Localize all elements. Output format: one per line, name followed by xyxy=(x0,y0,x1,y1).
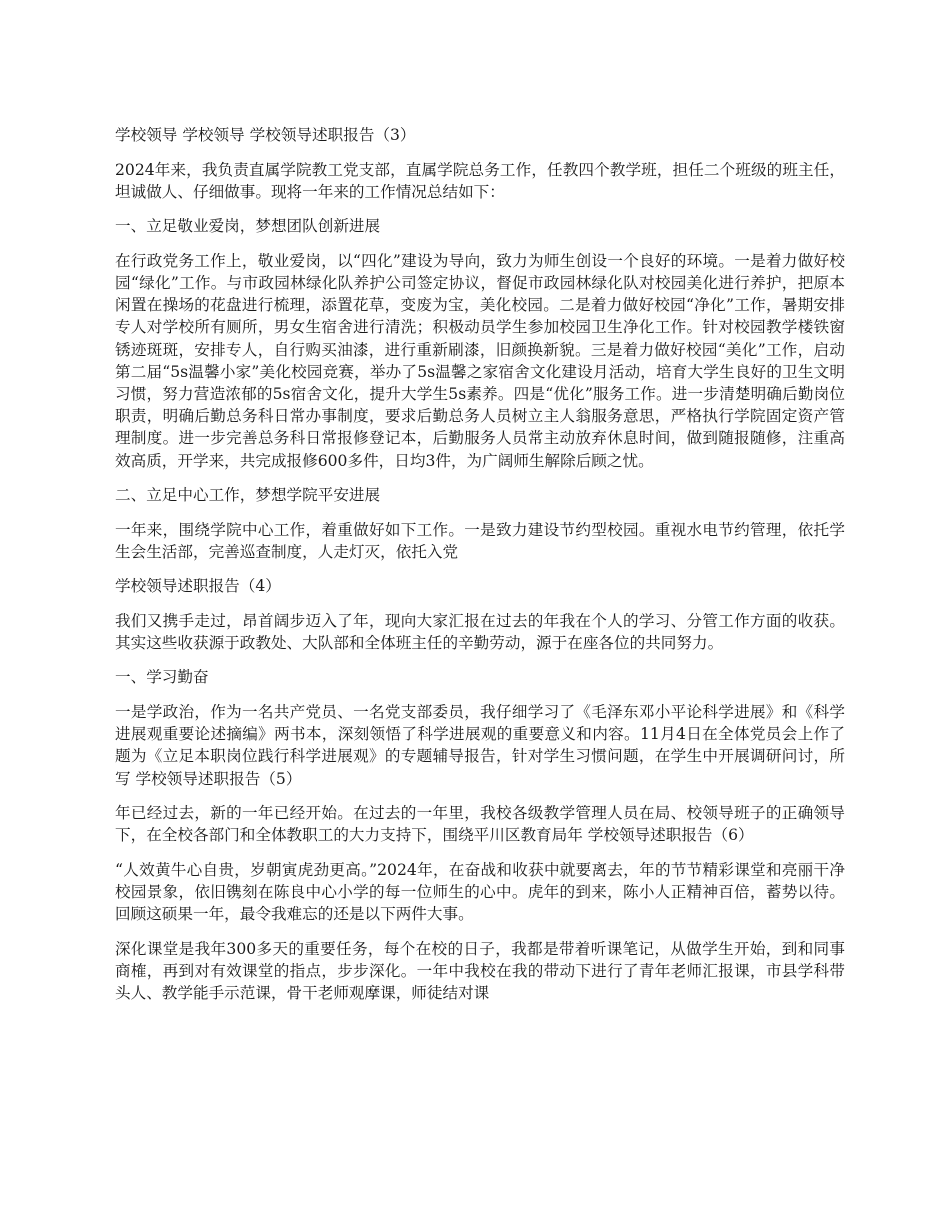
intro-paragraph: 2024年来，我负责直属学院教工党支部，直属学院总务工作，任教四个教学班，担任二个班级的班主任，坦诚做人、仔细做事。现将一年来的工作情况总结如下： xyxy=(115,160,845,201)
body-paragraph: 年已经过去，新的一年已经开始。在过去的一年里，我校各级教学管理人员在局、校领导班子的正确领导下，在全校各部门和全体教职工的大力支持下，围绕平川区教育局年 学校领导述职报告（6） xyxy=(115,804,845,845)
body-paragraph: 一是学政治，作为一名共产党员、一名党支部委员，我仔细学习了《毛泽东邓小平论科学进展》和《科学进展观重要论述摘编》两书本，深刻领悟了科学进展观的重要意义和内容。11月4日在全体党员会上作了题为《立足本职岗位践行科学进展观》的专题辅导报告，针对学生习惯问题，在学生中开展调研问讨，所写 学校领导述职报告（5） xyxy=(115,702,845,788)
title-line: 学校领导 学校领导 学校领导述职报告（3） xyxy=(115,126,416,144)
body-paragraph: 在行政党务工作上，敬业爱岗，以“四化”建设为导向，致力为师生创设一个良好的环境。一是着力做好校园“绿化”工作。与市政园林绿化队养护公司签定协议，督促市政园林绿化队对校园美化进行养护，把原本闲置在操场的花盘进行梳理，添置花草，变废为宝，美化校园。二是着力做好校园“净化”工作，暑期安排专人对学校所有厕所，男女生宿舍进行清洗；积极动员学生参加校园卫生净化工作。针对校园教学楼铁窗锈迹斑斑，安排专人，自行购买油漆，进行重新刷漆，旧颜换新貌。三是着力做好校园“美化”工作，启动第二届“5s温馨小家”美化校园竞赛，举办了5s温馨之家宿舍文化建设月活动，培育大学生良好的卫生文明习惯，努力营造浓郁的5s宿舍文化，提升大学生5s素养。四是“优化”服务工作。进一步清楚明确后勤岗位职责，明确后勤总务科日常办事制度，要求后勤总务人员树立主人翁服务意思，严格执行学院固定资产管理制度。进一步完善总务科日常报修登记本，后勤服务人员常主动放弃休息时间，做到随报随修，注重高效高质，开学来，共完成报修600多件，日均3件，为广阔师生解除后顾之忧。 xyxy=(115,251,845,470)
section-heading: 一、立足敬业爱岗，梦想团队创新进展 xyxy=(115,217,381,236)
section-heading: 一、学习勤奋 xyxy=(115,668,209,687)
body-paragraph: 深化课堂是我年300多天的重要任务，每个在校的日子，我都是带着听课笔记，从做学生开始，到和同事商榷，再到对有效课堂的指点，步步深化。一年中我校在我的带动下进行了青年老师汇报课，市县学科带头人、教学能手示范课，骨干老师观摩课，师徒结对课 xyxy=(115,939,845,1003)
body-paragraph: 一年来，围绕学院中心工作，着重做好如下工作。一是致力建设节约型校园。重视水电节约管理，依托学生会生活部，完善巡查制度，人走灯灭，依托入党 xyxy=(115,520,845,561)
section-heading: 二、立足中心工作，梦想学院平安进展 xyxy=(115,486,381,505)
report-title: 学校领导述职报告（4） xyxy=(115,577,281,596)
document-page xyxy=(115,124,845,1017)
body-paragraph: “人效黄牛心自贵，岁朝寅虎劲更高。”2024年，在奋战和收获中就要离去，年的节节精彩课堂和亮丽干净校园景象，依旧镌刻在陈良中心小学的每一位师生的心中。虎年的到来，陈小人正精神百倍，蓄势以待。回顾这硕果一年，最令我难忘的还是以下两件大事。 xyxy=(115,860,845,924)
body-paragraph: 我们又携手走过，昂首阔步迈入了年，现向大家汇报在过去的年我在个人的学习、分管工作方面的收获。其实这些收获源于政教处、大队部和全体班主任的辛勤劳动，源于在座各位的共同努力。 xyxy=(115,611,845,652)
